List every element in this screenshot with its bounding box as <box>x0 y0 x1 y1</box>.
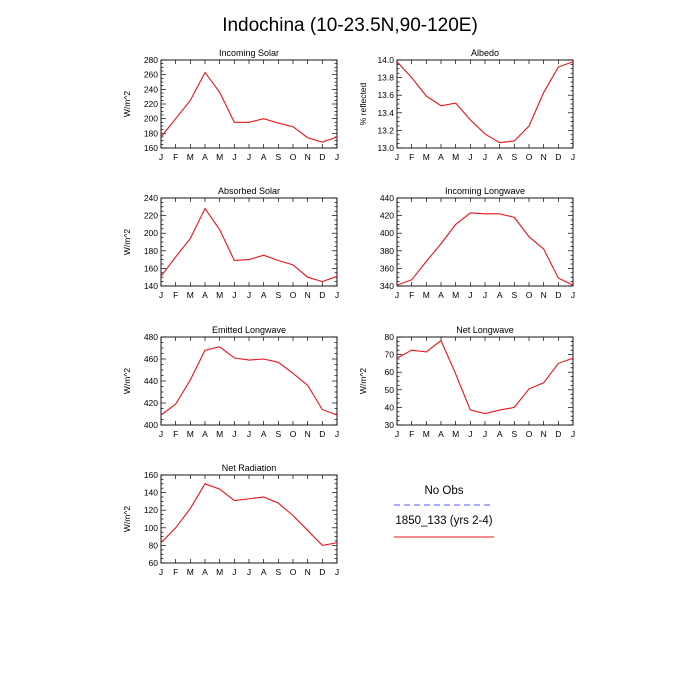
x-tick-label: A <box>438 152 444 162</box>
y-axis-label: % reflected <box>358 82 368 126</box>
y-tick-label: 140 <box>143 487 158 498</box>
x-tick-label: M <box>216 567 224 577</box>
x-tick-label: M <box>216 429 224 439</box>
y-axis-label: W/m^2 <box>122 228 132 256</box>
x-tick-label: J <box>246 290 252 300</box>
x-tick-label: A <box>496 290 503 300</box>
x-tick-label: S <box>275 290 282 300</box>
x-tick-label: J <box>232 429 237 439</box>
x-tick-label: D <box>319 567 326 577</box>
figure-title: Indochina (10-23.5N,90-120E) <box>222 15 478 36</box>
x-tick-label: J <box>246 429 252 439</box>
x-tick-label: J <box>468 152 473 162</box>
y-tick-label: 160 <box>143 143 158 153</box>
y-tick-label: 40 <box>384 402 394 413</box>
x-tick-label: S <box>275 429 282 439</box>
x-tick-label: O <box>525 290 533 300</box>
panel-title: Albedo <box>470 48 500 58</box>
x-tick-label: J <box>394 290 400 300</box>
y-axis-label: W/m^2 <box>122 90 132 118</box>
x-tick-label: D <box>555 429 562 439</box>
x-tick-label: J <box>334 429 340 439</box>
x-tick-label: A <box>202 429 208 439</box>
y-tick-label: 180 <box>143 245 158 256</box>
y-tick-label: 70 <box>384 349 394 360</box>
x-tick-label: M <box>186 152 194 162</box>
x-tick-label: J <box>232 152 237 162</box>
x-tick-label: N <box>540 290 547 300</box>
x-tick-label: D <box>555 152 562 162</box>
y-tick-label: 30 <box>384 420 394 430</box>
x-tick-label: F <box>409 152 415 162</box>
x-tick-label: N <box>540 429 547 439</box>
x-tick-label: J <box>232 290 237 300</box>
x-tick-label: J <box>570 429 576 439</box>
x-tick-label: J <box>334 290 340 300</box>
x-tick-label: M <box>422 429 430 439</box>
x-tick-label: O <box>525 152 533 162</box>
y-tick-label: 160 <box>143 470 158 480</box>
x-tick-label: M <box>452 290 460 300</box>
y-tick-label: 220 <box>143 210 158 221</box>
x-tick-label: M <box>452 152 460 162</box>
x-tick-label: S <box>275 567 282 577</box>
y-tick-label: 400 <box>143 420 158 430</box>
panel-title: Emitted Longwave <box>211 325 287 335</box>
y-tick-label: 160 <box>143 263 158 274</box>
x-tick-label: J <box>158 290 164 300</box>
y-tick-label: 13.6 <box>377 90 394 101</box>
y-tick-label: 340 <box>379 281 394 291</box>
x-tick-label: O <box>289 152 297 162</box>
x-tick-label: D <box>319 290 326 300</box>
y-tick-label: 180 <box>143 128 158 139</box>
x-tick-label: J <box>570 152 576 162</box>
y-axis-label: W/m^2 <box>122 367 132 395</box>
y-tick-label: 60 <box>148 558 158 568</box>
x-tick-label: M <box>452 429 460 439</box>
panel-title: Net Longwave <box>456 325 514 335</box>
y-tick-label: 80 <box>148 540 158 551</box>
y-tick-label: 100 <box>143 522 158 533</box>
x-tick-label: J <box>394 429 400 439</box>
x-tick-label: N <box>304 567 311 577</box>
x-tick-label: A <box>438 290 444 300</box>
y-tick-label: 420 <box>143 398 158 408</box>
y-tick-label: 200 <box>143 228 158 239</box>
x-tick-label: J <box>482 429 488 439</box>
y-tick-label: 13.4 <box>377 107 394 118</box>
y-tick-label: 200 <box>143 113 158 124</box>
x-tick-label: N <box>304 429 311 439</box>
x-tick-label: A <box>202 152 208 162</box>
x-tick-label: F <box>173 567 179 577</box>
x-tick-label: F <box>173 429 179 439</box>
y-tick-label: 260 <box>143 69 158 80</box>
x-tick-label: A <box>202 290 208 300</box>
x-tick-label: J <box>394 152 400 162</box>
x-tick-label: J <box>158 567 164 577</box>
x-tick-label: M <box>216 290 224 300</box>
x-tick-label: J <box>232 567 237 577</box>
x-tick-label: J <box>158 152 164 162</box>
x-tick-label: M <box>186 567 194 577</box>
y-tick-label: 480 <box>143 332 158 342</box>
x-tick-label: J <box>468 429 473 439</box>
y-tick-label: 440 <box>379 193 394 203</box>
x-tick-label: N <box>540 152 547 162</box>
x-tick-label: M <box>186 290 194 300</box>
x-tick-label: J <box>334 152 340 162</box>
y-tick-label: 440 <box>143 376 158 386</box>
x-tick-label: J <box>468 290 473 300</box>
x-tick-label: J <box>158 429 164 439</box>
panel-title: Incoming Longwave <box>444 186 526 196</box>
x-tick-label: J <box>246 567 252 577</box>
x-tick-label: O <box>525 429 533 439</box>
y-axis-label: W/m^2 <box>122 505 132 533</box>
x-tick-label: J <box>246 152 252 162</box>
panel-title: Net Radiation <box>221 463 277 473</box>
x-tick-label: F <box>409 429 415 439</box>
panel-title: Incoming Solar <box>218 48 280 58</box>
x-tick-label: J <box>482 152 488 162</box>
y-tick-label: 50 <box>384 384 394 395</box>
y-tick-label: 460 <box>143 354 158 364</box>
x-tick-label: F <box>409 290 415 300</box>
x-tick-label: A <box>260 567 267 577</box>
y-tick-label: 80 <box>384 332 394 342</box>
x-tick-label: F <box>173 290 179 300</box>
y-tick-label: 240 <box>143 84 158 95</box>
x-tick-label: O <box>289 567 297 577</box>
y-tick-label: 13.8 <box>377 72 394 83</box>
x-tick-label: S <box>511 290 518 300</box>
x-tick-label: S <box>511 152 518 162</box>
panel-title: Absorbed Solar <box>217 186 281 196</box>
y-tick-label: 420 <box>379 210 394 221</box>
x-tick-label: J <box>570 290 576 300</box>
y-tick-label: 240 <box>143 193 158 203</box>
x-tick-label: A <box>438 429 444 439</box>
x-tick-label: A <box>260 290 267 300</box>
x-tick-label: N <box>304 290 311 300</box>
x-tick-label: N <box>304 152 311 162</box>
y-tick-label: 120 <box>143 505 158 516</box>
y-tick-label: 14.0 <box>377 55 394 65</box>
x-tick-label: M <box>422 290 430 300</box>
x-tick-label: J <box>482 290 488 300</box>
x-tick-label: A <box>496 152 503 162</box>
x-tick-label: A <box>202 567 208 577</box>
y-tick-label: 60 <box>384 367 394 378</box>
x-tick-label: D <box>319 429 326 439</box>
x-tick-label: D <box>555 290 562 300</box>
x-tick-label: M <box>216 152 224 162</box>
x-tick-label: A <box>496 429 503 439</box>
legend-model-label: 1850_133 (yrs 2-4) <box>395 515 493 527</box>
x-tick-label: F <box>173 152 179 162</box>
x-tick-label: J <box>334 567 340 577</box>
x-tick-label: O <box>289 429 297 439</box>
x-tick-label: S <box>511 429 518 439</box>
y-tick-label: 280 <box>143 55 158 65</box>
y-tick-label: 13.2 <box>377 125 394 136</box>
legend-obs-label: No Obs <box>424 485 464 497</box>
x-tick-label: S <box>275 152 282 162</box>
x-tick-label: A <box>260 152 267 162</box>
x-tick-label: O <box>289 290 297 300</box>
y-tick-label: 13.0 <box>377 143 394 153</box>
x-tick-label: A <box>260 429 267 439</box>
y-tick-label: 140 <box>143 281 158 291</box>
y-tick-label: 380 <box>379 245 394 256</box>
x-tick-label: M <box>422 152 430 162</box>
y-tick-label: 220 <box>143 99 158 109</box>
x-tick-label: D <box>319 152 326 162</box>
y-tick-label: 400 <box>379 228 394 239</box>
y-axis-label: W/m^2 <box>358 367 368 395</box>
y-tick-label: 360 <box>379 263 394 274</box>
x-tick-label: M <box>186 429 194 439</box>
